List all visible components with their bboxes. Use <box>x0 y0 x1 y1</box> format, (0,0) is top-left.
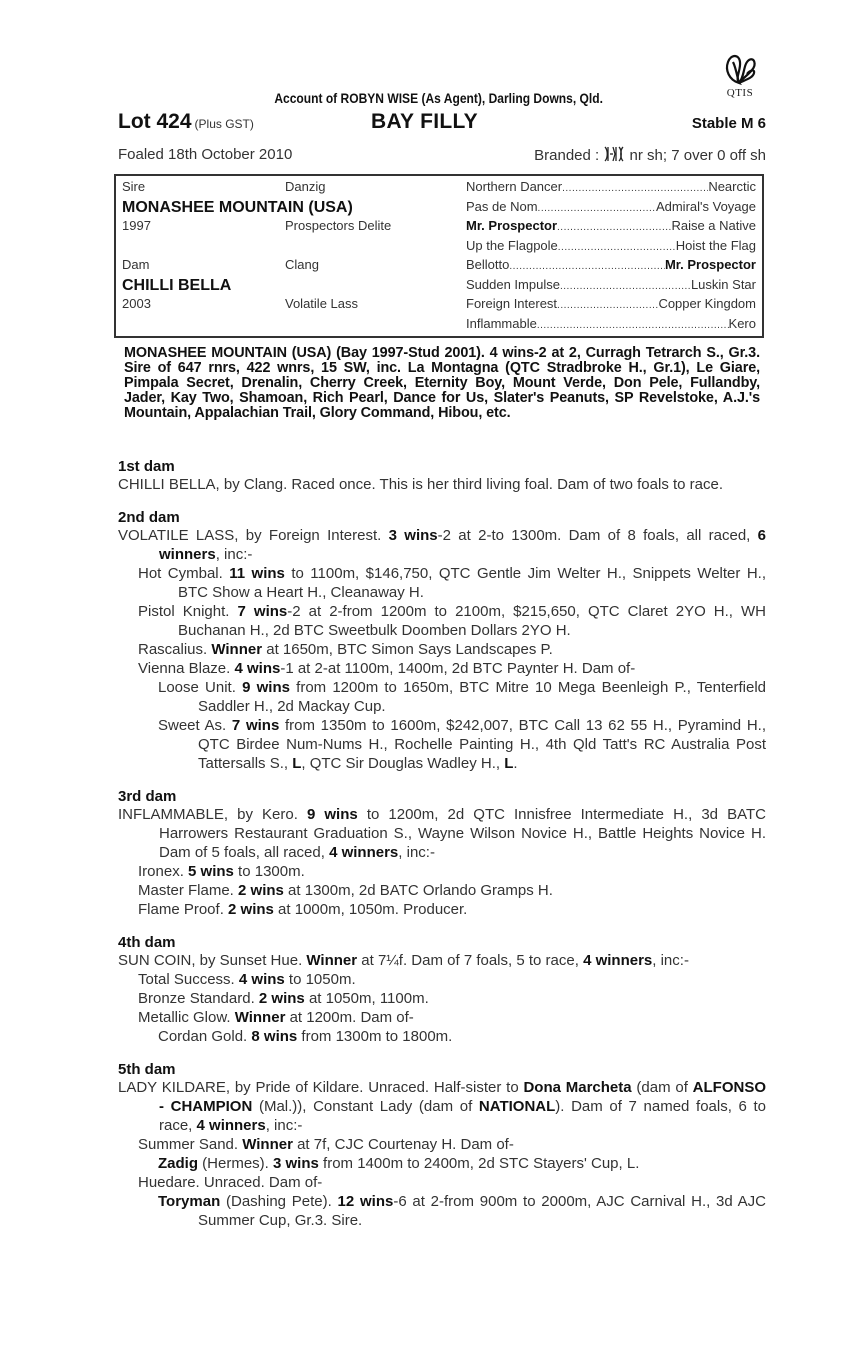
family-entry <box>118 805 766 862</box>
entry-text: Rascalius. <box>138 641 212 658</box>
gg-left: Inflammable <box>466 315 537 331</box>
entry-text: to 1050m. <box>284 971 356 988</box>
family-entry <box>118 1135 766 1154</box>
entry-text: Loose Unit. <box>158 679 243 696</box>
bold-text: 2 wins <box>238 882 284 899</box>
bold-text: 7 wins <box>231 717 280 734</box>
logo-text: QTIS <box>726 87 754 99</box>
stable-number: Stable M 6 <box>691 115 766 132</box>
sire-sire: Danzig <box>285 179 326 194</box>
dam-section <box>118 934 766 1046</box>
family-entry <box>118 1192 766 1230</box>
entry-text: -1 at 2-at 1100m, 1400m, 2d BTC Paynter H. Dam of- <box>280 660 636 677</box>
horse-description: BAY FILLY <box>371 110 478 133</box>
bold-text: Winner <box>211 641 263 658</box>
gg-right: Raise a Native <box>671 218 756 233</box>
entry-text: at 1200m. Dam of- <box>285 1009 414 1026</box>
bold-text: 2 wins <box>228 901 274 918</box>
bold-text: 3 wins <box>388 527 438 544</box>
branded-info <box>534 146 766 166</box>
gg-left: Bellotto <box>466 257 510 272</box>
bold-text: 12 wins <box>337 1193 394 1210</box>
entry-text: at 7f, CJC Courtenay H. Dam of- <box>292 1136 514 1153</box>
entry-text: LADY KILDARE, by Pride of Kildare. Unraced. Half-sister to <box>118 1079 524 1096</box>
entry-text: , inc:- <box>398 844 435 861</box>
bold-text: 11 wins <box>229 565 285 582</box>
grandparent-row <box>466 238 756 258</box>
family-entry <box>118 881 766 900</box>
grandparent-row <box>466 316 756 336</box>
family-sections <box>118 458 766 1245</box>
entry-text: -2 at 2-to 1300m. Dam of 8 foals, all raced, <box>437 527 758 544</box>
family-entry <box>118 640 766 659</box>
family-entry <box>118 1173 766 1192</box>
foaled-date: Foaled 18th October 2010 <box>118 146 293 163</box>
bold-text: 6 winners <box>159 527 766 563</box>
bold-text: 9 wins <box>242 679 290 696</box>
section-title: 2nd dam <box>118 509 180 526</box>
dam-section <box>118 458 766 494</box>
pedigree-table <box>114 174 764 338</box>
entry-text: SUN COIN, by Sunset Hue. <box>118 952 307 969</box>
dam-year: 2003 <box>122 296 151 311</box>
gg-left: Sudden Impulse <box>466 276 560 292</box>
bold-text: 4 winners <box>329 844 399 861</box>
family-entry <box>118 1027 766 1046</box>
gg-right: Mr. Prospector <box>664 257 756 272</box>
bold-text: Zadig <box>158 1155 198 1172</box>
brand-mark-icon <box>603 146 625 166</box>
entry-text: , inc:- <box>265 1117 303 1134</box>
family-entry <box>118 970 766 989</box>
dam-label: Dam <box>122 257 150 272</box>
bold-text: L <box>504 755 514 772</box>
entry-text: Metallic Glow. <box>138 1009 235 1026</box>
bold-text: Toryman <box>158 1193 221 1210</box>
sire-label: Sire <box>122 179 146 194</box>
entry-text: at 7¼f. Dam of 7 foals, 5 to race, <box>357 952 584 969</box>
gg-left: Northern Dancer <box>466 179 563 194</box>
bold-text: NATIONAL <box>478 1098 556 1115</box>
entry-text: -2 at 2-from 1200m to 2100m, $215,650, QTC Claret 2YO H., WH Buchanan H., 2d BTC Sweetbulk Doomben Dollars 2YO H. <box>178 603 767 639</box>
entry-text: to 1200m, 2d QTC Innisfree Intermediate H., 3d BATC Harrowers Restaurant Graduation S., Wayne Wilson Novice H., Battle Heights Novice H. Dam of 5 foals, all raced, <box>159 806 766 861</box>
gg-right: Admiral's Voyage <box>655 198 756 214</box>
pedigree-grandparents <box>466 179 756 335</box>
lot-gst: (Plus GST) <box>194 117 254 131</box>
lot-number <box>118 110 254 134</box>
gg-left: Pas de Nom <box>466 198 538 214</box>
family-entry <box>118 475 766 494</box>
entry-text: Bronze Standard. <box>138 990 259 1007</box>
gg-right: Hoist the Flag <box>675 237 756 253</box>
sire-summary: MONASHEE MOUNTAIN (USA) (Bay 1997-Stud 2001). 4 wins-2 at 2, Curragh Tetrarch S., Gr.3. Sire of 647 rnrs, 422 wnrs, 15 SW, inc. La Montagna (QTC Stradbroke H., Gr.1), Le Giare, Pimpala Secret, Drenalin, Cherry Creek, Eternity Boy, Mount Verde, Don Pele, Fullandby, Jader, Kay Two, Shamoan, Rich Pearl, Dance for Us, Slater's Peanuts, SP Revelstoke, A.J.'s Mountain, Appalachian Trail, Glory Command, Hibou, etc. <box>124 345 760 421</box>
grandparent-row <box>466 218 756 238</box>
entry-text: ). Dam of 7 named foals, 6 to race, <box>159 1098 767 1134</box>
gg-right: Luskin Star <box>690 276 756 292</box>
bold-text: 3 wins <box>273 1155 319 1172</box>
family-entry <box>118 1078 766 1135</box>
entry-text: CHILLI BELLA, by Clang. Raced once. This is her third living foal. Dam of two foals to race. <box>118 476 724 493</box>
family-entry <box>118 862 766 881</box>
gg-right: Nearctic <box>708 179 756 194</box>
entry-text: Summer Sand. <box>138 1136 243 1153</box>
entry-text: at 1300m, 2d BATC Orlando Gramps H. <box>283 882 553 899</box>
entry-text: Vienna Blaze. <box>138 660 235 677</box>
family-entry <box>118 900 766 919</box>
entry-text: Ironex. <box>138 863 189 880</box>
bold-text: 4 winners <box>583 952 653 969</box>
family-entry <box>118 602 766 640</box>
entry-text: from 1300m to 1800m. <box>297 1028 453 1045</box>
entry-text: , inc:- <box>215 546 253 563</box>
lot-label: Lot 424 <box>118 110 192 133</box>
dam-sire: Clang <box>285 257 319 272</box>
entry-text: at 1050m, 1100m. <box>304 990 429 1007</box>
entry-text: INFLAMMABLE, by Kero. <box>118 806 307 823</box>
section-title: 4th dam <box>118 934 176 951</box>
pedigree-parents <box>122 179 462 316</box>
section-title: 5th dam <box>118 1061 176 1078</box>
grandparent-row <box>466 277 756 297</box>
gg-right: Copper Kingdom <box>658 296 756 311</box>
entry-text: Sweet As. <box>158 717 232 734</box>
dam-section <box>118 1061 766 1230</box>
branded-detail: nr sh; 7 over 0 off sh <box>629 147 766 164</box>
bold-text: 4 wins <box>234 660 281 677</box>
entry-text: to 1100m, $146,750, QTC Gentle Jim Welter H., Snippets Welter H., BTC Show a Heart H., Cleanaway H. <box>178 565 766 601</box>
entry-text: Huedare. Unraced. Dam of- <box>138 1174 323 1191</box>
entry-text: from 1400m to 2400m, 2d STC Stayers' Cup, L. <box>318 1155 640 1172</box>
grandparent-row <box>466 257 756 277</box>
lot-line <box>118 110 766 136</box>
dam-name: CHILLI BELLA <box>122 276 232 294</box>
bold-text: 5 wins <box>188 863 234 880</box>
family-entry <box>118 564 766 602</box>
entry-text: . <box>513 755 518 772</box>
bold-text: Dona Marcheta <box>523 1079 632 1096</box>
branded-label: Branded : <box>534 147 600 164</box>
family-entry <box>118 1154 766 1173</box>
gg-left: Mr. Prospector <box>466 218 558 233</box>
entry-text: at 1650m, BTC Simon Says Landscapes P. <box>262 641 553 658</box>
bold-text: Winner <box>306 952 358 969</box>
entry-text: to 1300m. <box>233 863 305 880</box>
grandparent-row <box>466 296 756 316</box>
entry-text: Flame Proof. <box>138 901 229 918</box>
bold-text: ALFONSO - CHAMPION <box>159 1079 767 1115</box>
family-entry <box>118 678 766 716</box>
section-title: 3rd dam <box>118 788 177 805</box>
entry-text: Hot Cymbal. <box>138 565 230 582</box>
entry-text: (dam of <box>631 1079 693 1096</box>
sire-year: 1997 <box>122 218 151 233</box>
bold-text: 8 wins <box>251 1028 298 1045</box>
bold-text: 4 winners <box>196 1117 266 1134</box>
family-entry <box>118 951 766 970</box>
family-entry <box>118 526 766 564</box>
vendor-account: Account of ROBYN WISE (As Agent), Darling Downs, Qld. <box>274 90 603 106</box>
bold-text: 7 wins <box>237 603 288 620</box>
bold-text: 4 wins <box>238 971 285 988</box>
family-entry <box>118 1008 766 1027</box>
entry-text: Cordan Gold. <box>158 1028 252 1045</box>
bold-text: 9 wins <box>306 806 358 823</box>
gg-left: Up the Flagpole <box>466 237 558 253</box>
sire-name: MONASHEE MOUNTAIN (USA) <box>122 198 353 216</box>
qtis-butterfly-icon <box>723 50 757 86</box>
bold-text: 2 wins <box>258 990 305 1007</box>
qtis-logo <box>716 50 764 99</box>
section-title: 1st dam <box>118 458 175 475</box>
entry-text: at 1000m, 1050m. Producer. <box>273 901 468 918</box>
grandparent-row <box>466 199 756 219</box>
dam-section <box>118 509 766 773</box>
entry-text: -6 at 2-from 900m to 2000m, AJC Carnival H., 3d AJC Summer Cup, Gr.3. Sire. <box>198 1193 766 1229</box>
family-entry <box>118 989 766 1008</box>
entry-text: from 1350m to 1600m, $242,007, BTC Call 13 62 55 H., Pyramind H., QTC Birdee Num-Nums H., Rochelle Painting H., 4th Qld Tatt's RC Australia Post Tattersalls S., <box>198 717 766 772</box>
gg-left: Foreign Interest <box>466 296 558 311</box>
sire-dam: Prospectors Delite <box>285 218 392 233</box>
bold-text: L <box>292 755 302 772</box>
dam-section <box>118 788 766 919</box>
entry-text: , QTC Sir Douglas Wadley H., <box>301 755 505 772</box>
bold-text: Winner <box>242 1136 293 1153</box>
entry-text: (Hermes). <box>198 1155 273 1172</box>
grandparent-row <box>466 179 756 199</box>
entry-text: Pistol Knight. <box>138 603 238 620</box>
entry-text: Total Success. <box>138 971 239 988</box>
dam-dam: Volatile Lass <box>285 296 358 311</box>
family-entry <box>118 716 766 773</box>
entry-text: Master Flame. <box>138 882 239 899</box>
entry-text: from 1200m to 1650m, BTC Mitre 10 Mega Beenleigh P., Tenterfield Saddler H., 2d Mackay Cup. <box>198 679 767 715</box>
gg-right: Kero <box>728 315 756 331</box>
entry-text: (Mal.)), Constant Lady (dam of <box>252 1098 479 1115</box>
entry-text: VOLATILE LASS, by Foreign Interest. <box>118 527 389 544</box>
bold-text: Winner <box>234 1009 286 1026</box>
family-entry <box>118 659 766 678</box>
entry-text: (Dashing Pete). <box>220 1193 338 1210</box>
entry-text: , inc:- <box>652 952 689 969</box>
